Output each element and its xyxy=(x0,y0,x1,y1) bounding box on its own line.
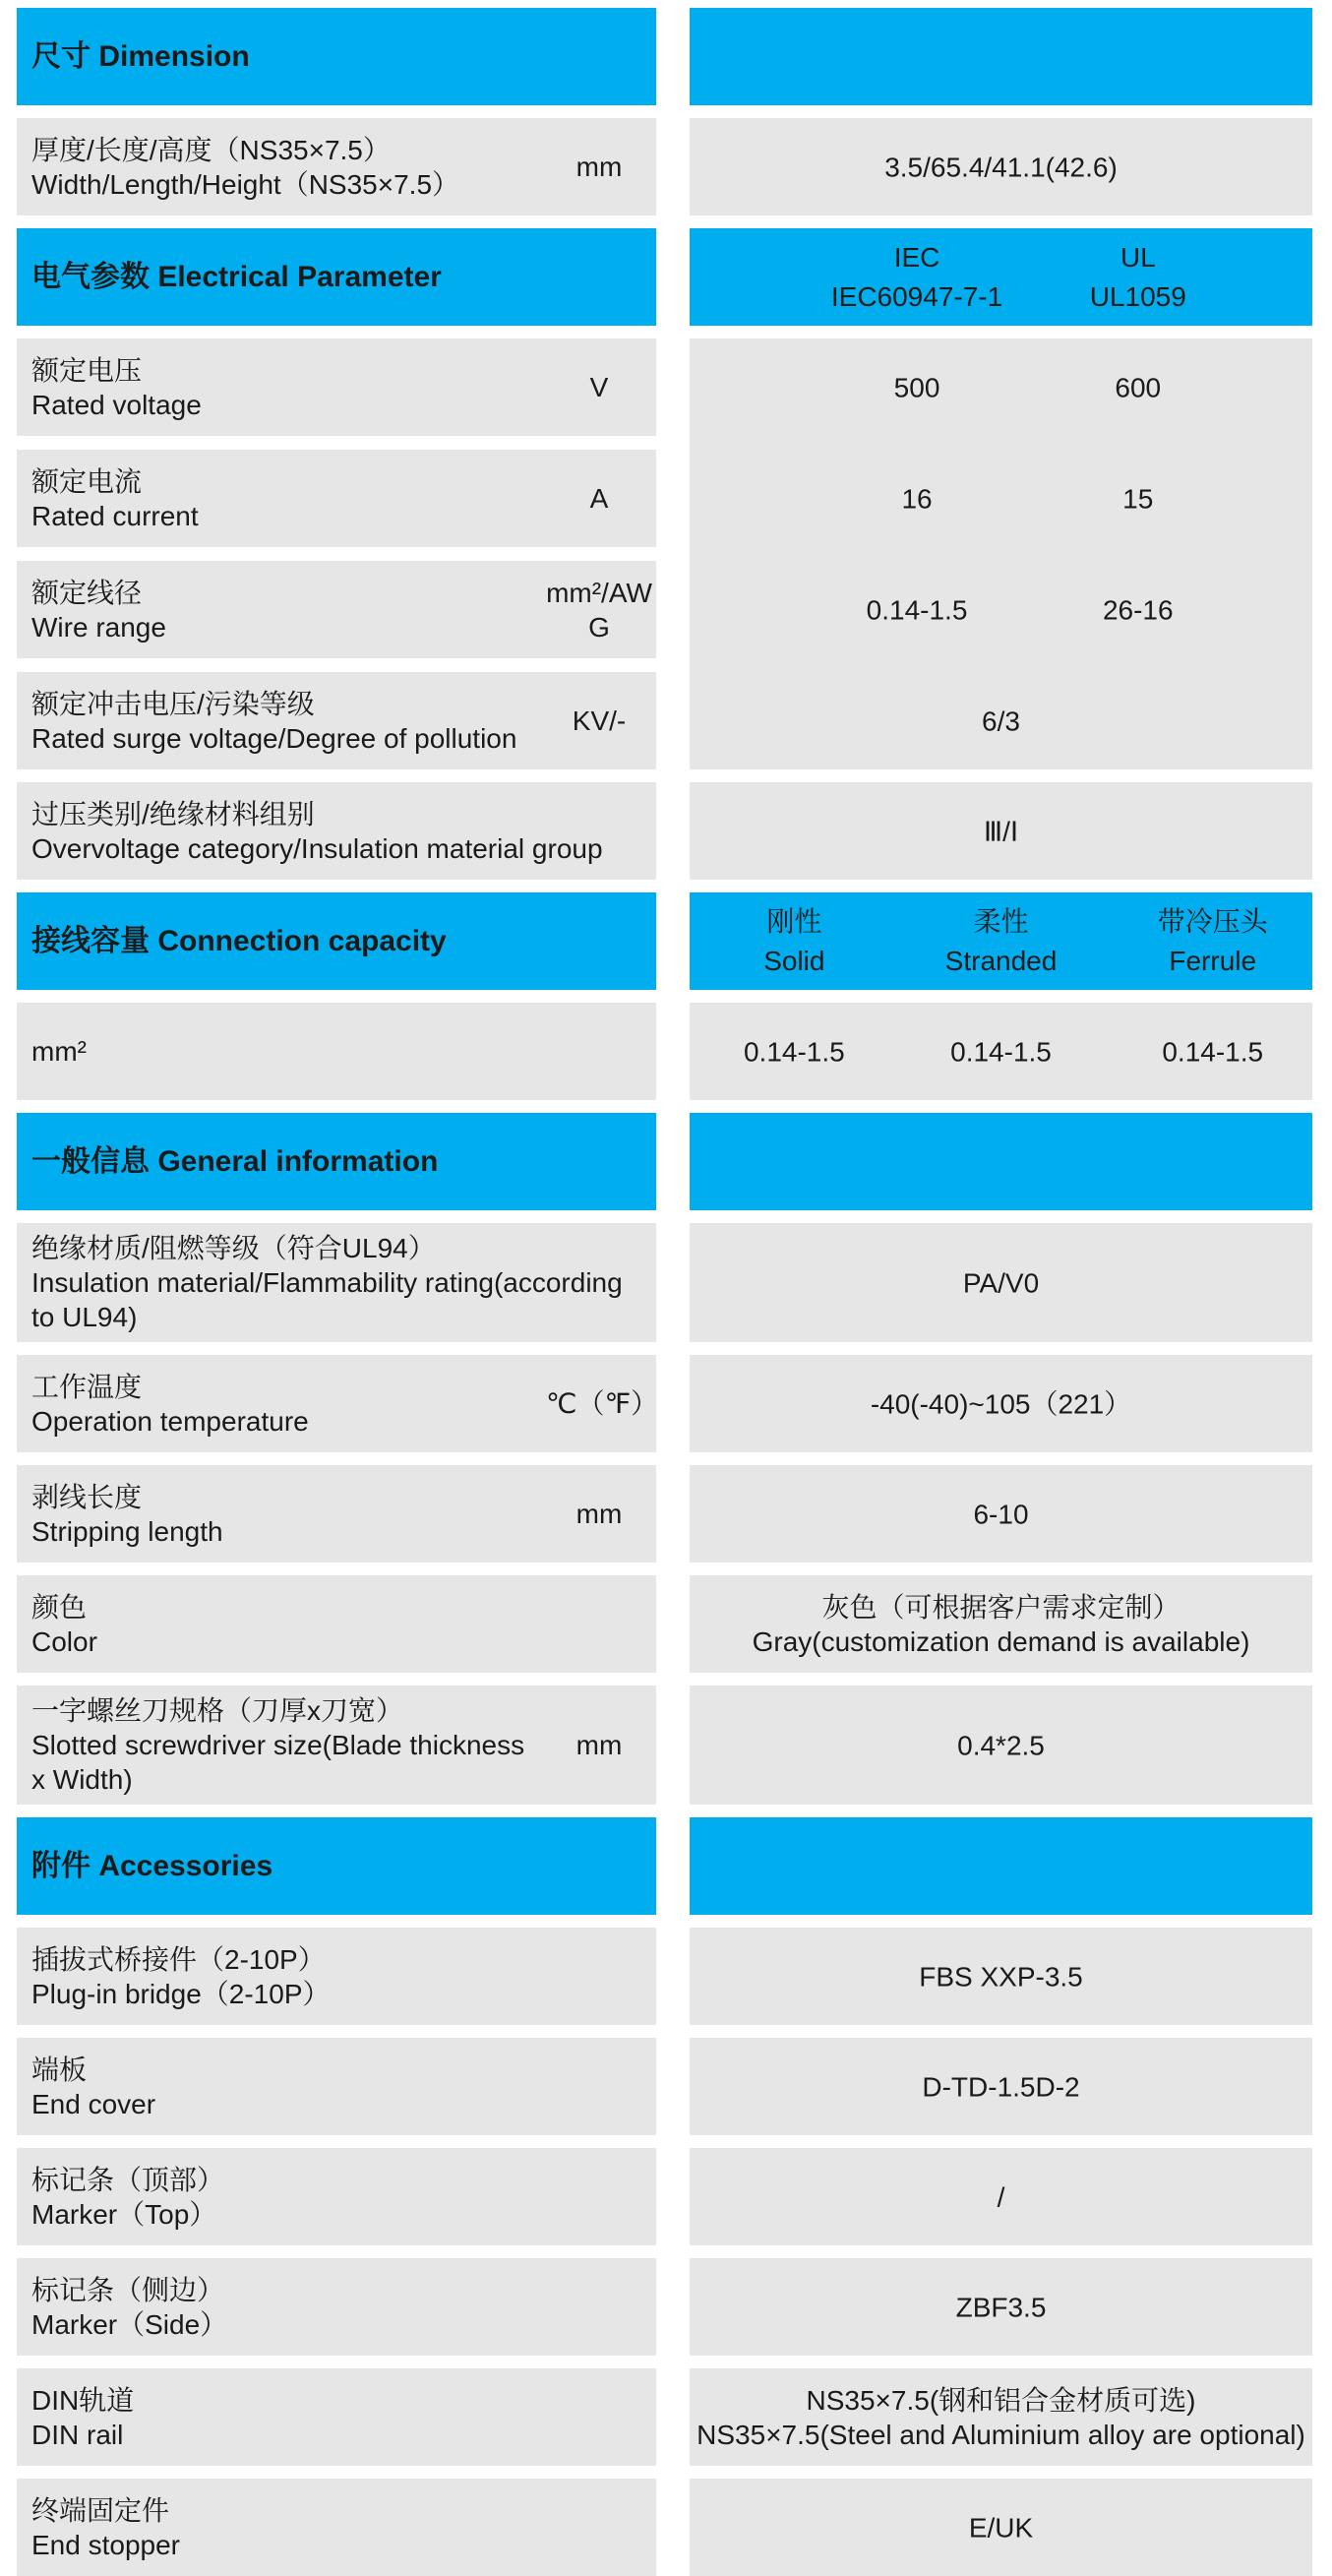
row-value-cell xyxy=(690,1465,1312,1563)
row-value xyxy=(1103,592,1174,627)
row-value-line: 600 xyxy=(1115,372,1162,402)
row-value xyxy=(894,370,940,404)
row-value xyxy=(871,1386,1131,1421)
row-value xyxy=(884,150,1118,184)
row-value-line: 3.5/65.4/41.1(42.6) xyxy=(884,152,1118,182)
row-unit-line: mm xyxy=(575,1730,623,1760)
row-unit xyxy=(546,481,656,516)
section-column-header-line: Solid xyxy=(763,945,825,976)
row-label-en: End cover xyxy=(31,2088,156,2119)
row-label-cell xyxy=(17,672,656,769)
row-value-cell xyxy=(690,1928,1312,2025)
row-label xyxy=(17,125,546,210)
section-column-header-line: 柔性 xyxy=(973,905,1029,937)
row-value-cell xyxy=(690,2148,1312,2245)
row-value-line: 灰色（可根据客户需求定制） xyxy=(821,1591,1181,1623)
row-label-zh: 厚度/长度/高度（NS35×7.5） xyxy=(31,134,391,165)
row-value-cell xyxy=(690,2258,1312,2356)
row-label-zh: 额定冲击电压/污染等级 xyxy=(31,688,315,719)
row-value-cell xyxy=(690,2368,1312,2466)
row-label xyxy=(17,1362,546,1446)
row-value-line: 0.14-1.5 xyxy=(1162,1036,1264,1067)
section-row xyxy=(17,228,1312,326)
section-column-header-line: Ferrule xyxy=(1169,945,1257,976)
row-label-en: Marker（Side） xyxy=(31,2308,228,2340)
section-title-cell xyxy=(17,1113,656,1210)
data-row xyxy=(17,1928,1312,2025)
row-value xyxy=(998,2179,1005,2214)
data-row xyxy=(17,2258,1312,2356)
data-row xyxy=(17,2368,1312,2466)
section-title: 电气参数 Electrical Parameter xyxy=(31,261,442,293)
row-value-line: 15 xyxy=(1122,483,1154,514)
row-label-cell xyxy=(17,561,656,658)
row-label-zh: 标记条（侧边） xyxy=(31,2274,225,2305)
row-value xyxy=(919,1959,1083,1993)
section-column-header-line: IEC xyxy=(893,241,940,273)
row-label xyxy=(17,789,656,874)
row-label xyxy=(17,1472,546,1557)
section-title-cell xyxy=(17,1817,656,1915)
row-label-en: Color xyxy=(31,1625,97,1657)
merged-value-strip xyxy=(690,338,1312,436)
section-title: 附件 Accessories xyxy=(31,1850,273,1882)
row-label-cell xyxy=(17,450,656,547)
row-value xyxy=(744,1034,845,1069)
section-column-header xyxy=(763,902,824,981)
row-value-cell xyxy=(690,782,1312,880)
row-unit-line: mm xyxy=(575,152,623,182)
row-value-line: NS35×7.5(Steel and Aluminium alloy are optional) xyxy=(696,2419,1305,2450)
row-label-cell xyxy=(17,2479,656,2576)
section-column-header xyxy=(945,902,1058,981)
row-label-zh: 过压类别/绝缘材料组别 xyxy=(31,798,315,829)
row-unit xyxy=(546,1497,656,1531)
row-unit xyxy=(546,1728,656,1762)
data-row xyxy=(17,782,1312,880)
row-label-en: End stopper xyxy=(31,2529,180,2560)
row-value-line: PA/V0 xyxy=(962,1267,1040,1298)
row-label-en: Rated current xyxy=(31,500,199,531)
section-column-header xyxy=(1090,238,1186,317)
section-columns-cell xyxy=(690,892,1312,990)
row-value-line: FBS XXP-3.5 xyxy=(919,1961,1083,1992)
row-label-cell xyxy=(17,338,656,436)
section-column-header xyxy=(831,238,1002,317)
row-unit-line: mm xyxy=(575,1499,623,1529)
row-label-zh: mm² xyxy=(31,1036,87,1067)
row-value-cell xyxy=(690,2038,1312,2135)
row-unit xyxy=(546,370,656,404)
data-row xyxy=(17,2479,1312,2576)
row-label-cell xyxy=(17,1575,656,1673)
section-row xyxy=(17,8,1312,105)
row-value xyxy=(696,2383,1305,2452)
row-value-line: 6-10 xyxy=(973,1499,1029,1529)
row-label xyxy=(17,2265,656,2350)
row-value xyxy=(969,2510,1033,2545)
row-unit-line: KV/- xyxy=(572,705,627,736)
row-label xyxy=(17,1686,546,1805)
row-label-cell xyxy=(17,2038,656,2135)
row-unit xyxy=(546,576,656,644)
row-label-zh: 额定电压 xyxy=(31,354,143,386)
section-columns-cell xyxy=(690,8,1312,105)
data-row xyxy=(17,1355,1312,1452)
section-column-header xyxy=(1158,902,1268,981)
merged-group-labels xyxy=(17,338,656,769)
row-value xyxy=(982,704,1020,738)
row-unit-line: V xyxy=(589,372,609,402)
row-value-cell xyxy=(690,1686,1312,1805)
row-label-en: Overvoltage category/Insulation material group xyxy=(31,832,603,864)
row-label-cell xyxy=(17,1928,656,2025)
row-value xyxy=(973,1497,1028,1531)
row-unit-line: ℃（℉） xyxy=(546,1388,659,1419)
section-columns-cell xyxy=(690,1817,1312,1915)
row-label xyxy=(17,2485,656,2570)
row-unit xyxy=(546,704,656,738)
row-value-line: ZBF3.5 xyxy=(955,2292,1047,2322)
row-value xyxy=(956,2290,1047,2324)
row-label-en: Rated surge voltage/Degree of pollution xyxy=(31,722,517,754)
section-column-header-line: IEC60947-7-1 xyxy=(830,280,1003,312)
row-value-line: / xyxy=(997,2181,1005,2212)
data-row xyxy=(17,2038,1312,2135)
spec-table xyxy=(17,8,1312,2576)
row-label xyxy=(17,457,546,541)
data-row xyxy=(17,118,1312,215)
section-row xyxy=(17,1817,1312,1915)
section-title-cell xyxy=(17,8,656,105)
row-value-line: 16 xyxy=(901,483,933,514)
row-label-zh: DIN轨道 xyxy=(31,2384,135,2416)
merged-row-group xyxy=(17,338,1312,769)
row-label xyxy=(17,1223,656,1342)
row-label-en: Stripping length xyxy=(31,1515,223,1547)
merged-value-strip xyxy=(690,561,1312,658)
row-label xyxy=(17,2375,656,2460)
row-value xyxy=(901,481,932,516)
row-value-line: 0.14-1.5 xyxy=(950,1036,1052,1067)
section-row xyxy=(17,1113,1312,1210)
row-value-line: Gray(customization demand is available) xyxy=(752,1625,1250,1657)
row-label xyxy=(17,568,546,652)
row-label-cell xyxy=(17,782,656,880)
row-label-en: Operation temperature xyxy=(31,1405,309,1437)
row-value-line: 500 xyxy=(893,372,940,402)
row-value-cell xyxy=(690,2479,1312,2576)
row-label-en: DIN rail xyxy=(31,2419,124,2450)
row-value-cell xyxy=(690,1575,1312,1673)
row-label xyxy=(17,2045,656,2129)
row-label-cell xyxy=(17,2148,656,2245)
row-label-zh: 剥线长度 xyxy=(31,1481,143,1512)
row-label-en: Rated voltage xyxy=(31,389,202,420)
row-label-en: Marker（Top） xyxy=(31,2198,217,2230)
row-value-line: E/UK xyxy=(968,2512,1034,2543)
row-label-cell xyxy=(17,2368,656,2466)
row-value-line: 0.4*2.5 xyxy=(957,1730,1045,1760)
row-label-zh: 绝缘材质/阻燃等级（符合UL94） xyxy=(31,1233,436,1263)
section-column-header-line: UL xyxy=(1120,241,1156,273)
row-label-cell xyxy=(17,1686,656,1805)
section-title: 一般信息 General information xyxy=(31,1145,439,1178)
row-value-line: 6/3 xyxy=(982,705,1020,736)
merged-value-strip xyxy=(690,672,1312,769)
row-label-zh: 端板 xyxy=(31,2054,88,2085)
row-value xyxy=(984,814,1018,848)
row-value-line: 0.14-1.5 xyxy=(866,594,968,625)
row-value xyxy=(867,592,968,627)
row-value-cell xyxy=(690,118,1312,215)
data-row xyxy=(17,2148,1312,2245)
row-label-zh: 颜色 xyxy=(31,1591,88,1623)
row-label-cell xyxy=(17,1003,656,1100)
row-value-line: NS35×7.5(钢和铝合金材质可选) xyxy=(806,2384,1196,2416)
section-title-cell xyxy=(17,892,656,990)
row-label xyxy=(17,2155,656,2239)
row-unit-line: G xyxy=(588,611,610,643)
row-value xyxy=(1122,481,1153,516)
row-value xyxy=(957,1728,1045,1762)
data-row xyxy=(17,1575,1312,1673)
row-label-cell xyxy=(17,1223,656,1342)
row-value-line: 0.14-1.5 xyxy=(743,1036,845,1067)
row-label-zh: 标记条（顶部） xyxy=(31,2164,225,2195)
data-row xyxy=(17,1223,1312,1342)
row-label-zh: 工作温度 xyxy=(31,1371,143,1402)
section-column-header-line: UL1059 xyxy=(1089,280,1186,312)
row-label-cell xyxy=(17,1465,656,1563)
section-title: 尺寸 Dimension xyxy=(31,40,250,73)
row-label xyxy=(17,1582,656,1667)
row-label-cell xyxy=(17,2258,656,2356)
row-value xyxy=(753,1590,1250,1659)
data-row xyxy=(17,1003,1312,1100)
row-value xyxy=(1115,370,1161,404)
section-column-header-line: 带冷压头 xyxy=(1157,905,1268,937)
section-title: 接线容量 Connection capacity xyxy=(31,925,447,957)
row-label-zh: 额定电流 xyxy=(31,465,143,497)
row-unit xyxy=(546,1386,659,1421)
row-unit-line: mm²/AW xyxy=(546,577,652,608)
row-label xyxy=(17,679,546,764)
section-title-cell xyxy=(17,228,656,326)
row-label-zh: 一字螺丝刀规格（刀厚x刀宽） xyxy=(31,1695,404,1726)
row-label-en: Plug-in bridge（2-10P） xyxy=(31,1978,331,2009)
row-value-line: -40(-40)~105（221） xyxy=(870,1388,1132,1419)
row-label xyxy=(17,1026,656,1076)
row-label-en: Width/Length/Height（NS35×7.5） xyxy=(31,168,460,200)
row-label-zh: 终端固定件 xyxy=(31,2494,170,2526)
section-columns-cell xyxy=(690,228,1312,326)
row-value-cell xyxy=(690,1223,1312,1342)
row-label-cell xyxy=(17,118,656,215)
data-row xyxy=(17,1686,1312,1805)
row-label-zh: 额定线径 xyxy=(31,577,143,608)
row-value xyxy=(922,2069,1079,2104)
row-unit-line: A xyxy=(589,483,609,514)
row-label xyxy=(17,345,546,430)
row-label-en: Insulation material/Flammability rating(according to UL94) xyxy=(31,1267,623,1332)
row-value-line: Ⅲ/Ⅰ xyxy=(983,816,1019,846)
row-value xyxy=(963,1265,1039,1300)
row-label-en: Slotted screwdriver size(Blade thickness x Width) xyxy=(31,1730,525,1795)
row-unit xyxy=(546,150,656,184)
row-label-en: Wire range xyxy=(31,611,166,643)
merged-group-values xyxy=(690,338,1312,769)
section-row xyxy=(17,892,1312,990)
section-column-header-line: Stranded xyxy=(944,945,1058,976)
row-value-cell xyxy=(690,1355,1312,1452)
row-value-line: 26-16 xyxy=(1102,594,1174,625)
row-label xyxy=(17,1934,656,2019)
merged-value-strip xyxy=(690,450,1312,547)
section-columns-cell xyxy=(690,1113,1312,1210)
row-label-cell xyxy=(17,1355,659,1452)
row-value xyxy=(950,1034,1052,1069)
row-label-zh: 插拔式桥接件（2-10P） xyxy=(31,1943,326,1975)
section-column-header-line: 刚性 xyxy=(766,905,822,937)
row-value xyxy=(1162,1034,1263,1069)
row-value-cell xyxy=(690,1003,1312,1100)
data-row xyxy=(17,1465,1312,1563)
row-value-line: D-TD-1.5D-2 xyxy=(922,2071,1080,2102)
